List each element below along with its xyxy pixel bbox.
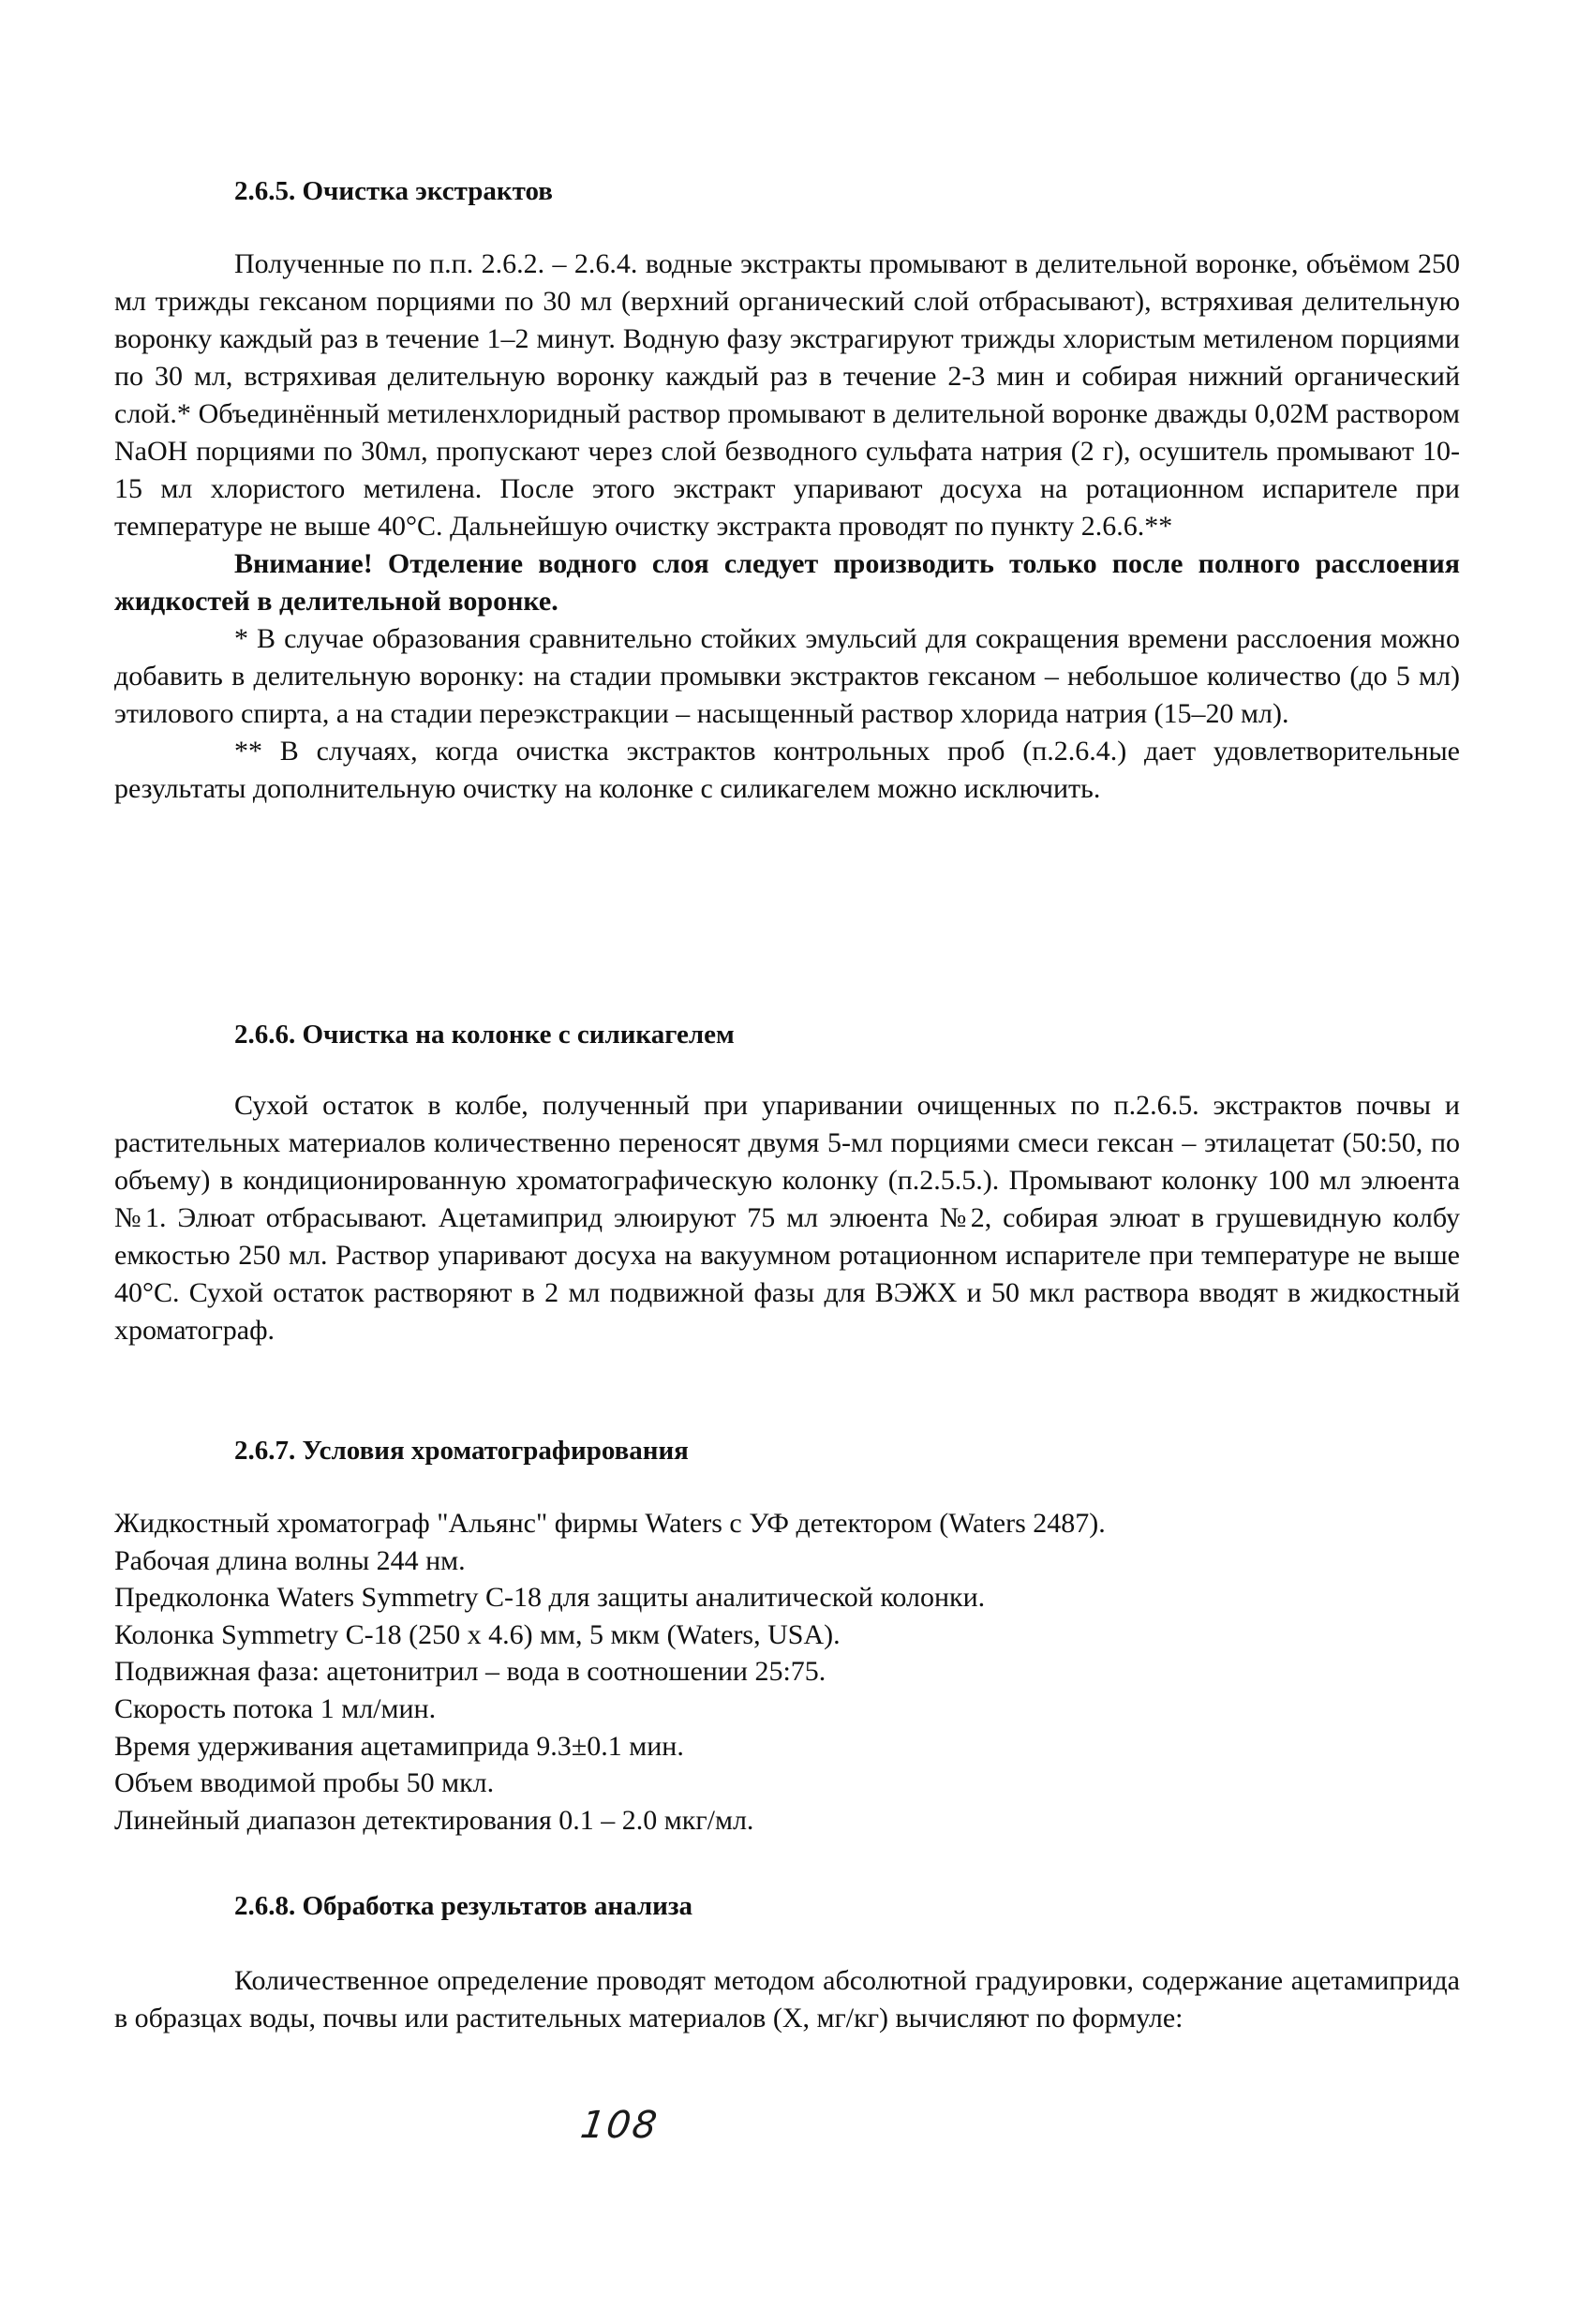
list-item: Время удерживания ацетамиприда 9.3±0.1 мин. <box>114 1730 684 1762</box>
section-heading-2-6-6: 2.6.6. Очистка на колонке с силикагелем <box>234 1020 735 1050</box>
footnote-single-asterisk: * В случае образования сравнительно стойких эмульсий для сокращения времени расслоения можно добавить в делительную воронку: на стадии промывки экстрактов гексаном – небольшое количество (до 5 мл) этилового спирта, а на стадии переэкстракции – насыщенный раствор хлорида натрия (15–20 мл). <box>114 623 1460 729</box>
list-item: Скорость потока 1 мл/мин. <box>114 1692 437 1724</box>
paragraph-extract-cleanup: Полученные по п.п. 2.6.2. – 2.6.4. водные экстракты промывают в делительной воронке, объёмом 250 мл трижды гексаном порциями по 30 мл (верхний органический слой отбрасывают), встряхивая делительную воронку каждый раз в течение 1–2 минут. Водную фазу экстрагируют трижды хлористым метиленом порциями по 30 мл, встряхивая делительную воронку каждый раз в течение 2-3 мин и собирая нижний органический слой.* Объединённый метиленхлоридный раствор промывают в делительной воронке дважды 0,02М раствором NaOH порциями по 30мл, пропускают через слой безводного сульфата натрия (2 г), осушитель промывают 10-15 мл хлористого метилена. После этого экстракт упаривают досуха на ротационном испарителе при температуре не выше 40°С. Дальнейшую очистку экстракта проводят по пункту 2.6.6.** <box>114 248 1460 542</box>
list-item: Объем вводимой пробы 50 мкл. <box>114 1767 495 1799</box>
list-item: Колонка Symmetry С-18 (250 x 4.6) мм, 5 мкм (Waters, USA). <box>114 1618 841 1650</box>
section-heading-2-6-8: 2.6.8. Обработка результатов анализа <box>234 1891 693 1921</box>
paragraph-result-processing: Количественное определение проводят методом абсолютной градуировки, содержание ацетамиприда в образцах воды, почвы или растительных материалов (Х, мг/кг) вычисляют по формуле: <box>114 1965 1460 2034</box>
list-item: Подвижная фаза: ацетонитрил – вода в соотношении 25:75. <box>114 1656 826 1688</box>
section-body-2-6-5 <box>114 246 1460 808</box>
section-heading-2-6-5: 2.6.5. Очистка экстрактов <box>234 176 553 206</box>
list-item: Предколонка Waters Symmetry С-18 для защиты аналитической колонки. <box>114 1582 986 1614</box>
footnote-double-asterisk: ** В случаях, когда очистка экстрактов контрольных проб (п.2.6.4.) дает удовлетворительные результаты дополнительную очистку на колонке с силикагелем можно исключить. <box>114 736 1460 804</box>
section-body-2-6-8 <box>114 1962 1460 2037</box>
section-heading-2-6-7: 2.6.7. Условия хроматографирования <box>234 1436 689 1466</box>
list-item: Рабочая длина волны 244 нм. <box>114 1544 466 1576</box>
list-item: Жидкостный хроматограф "Альянс" фирмы Waters с УФ детектором (Waters 2487). <box>114 1508 1106 1539</box>
page-number: 108 <box>577 2104 662 2147</box>
list-item: Линейный диапазон детектирования 0.1 – 2.0 мкг/мл. <box>114 1804 754 1836</box>
section-body-2-6-6 <box>114 1087 1460 1349</box>
chromatography-conditions-list <box>114 1505 1460 1839</box>
warning-paragraph: Внимание! Отделение водного слоя следует производить только после полного расслоения жидкостей в делительной воронке. <box>114 548 1460 617</box>
paragraph-silica-column: Сухой остаток в колбе, полученный при упаривании очищенных по п.2.6.5. экстрактов почвы и растительных материалов количественно переносят двумя 5-мл порциями смеси гексан – этилацетат (50:50, по объему) в кондиционированную хроматографическую колонку (п.2.5.5.). Промывают колонку 100 мл элюента №1. Элюат отбрасывают. Ацетамиприд элюируют 75 мл элюента №2, собирая элюат в грушевидную колбу емкостью 250 мл. Раствор упаривают досуха на вакуумном ротационном испарителе при температуре не выше 40°С. Сухой остаток растворяют в 2 мл подвижной фазы для ВЭЖХ и 50 мкл раствора вводят в жидкостный хроматограф. <box>114 1090 1460 1346</box>
